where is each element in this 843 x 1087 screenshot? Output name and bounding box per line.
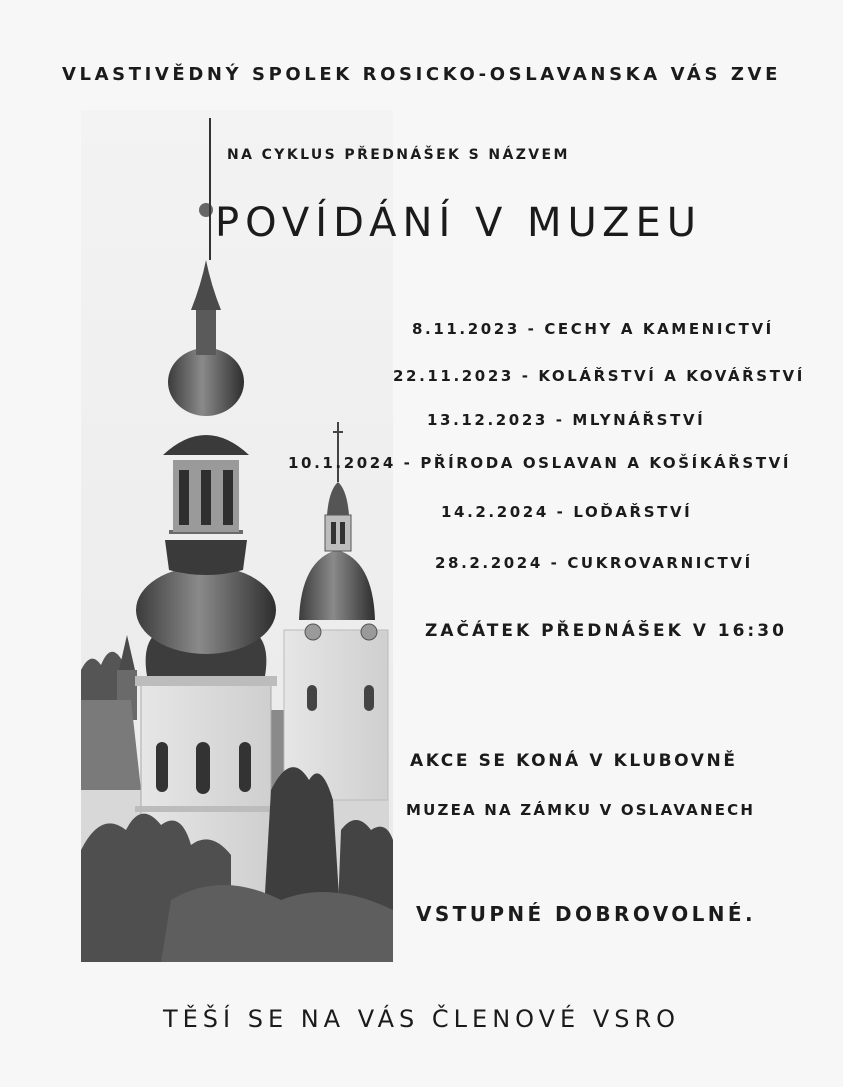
schedule-item: 28.2.2024 - CUKROVARNICTVÍ xyxy=(435,554,753,572)
schedule-item: 14.2.2024 - LOĎAŘSTVÍ xyxy=(441,503,693,521)
admission-text: VSTUPNÉ DOBROVOLNÉ. xyxy=(416,902,756,926)
venue-line-2: MUZEA NA ZÁMKU V OSLAVANECH xyxy=(406,801,756,819)
schedule-item: 13.12.2023 - MLYNÁŘSTVÍ xyxy=(427,411,706,429)
schedule-item: 10.1.2024 - PŘÍRODA OSLAVAN A KOŠÍKÁŘSTVÍ xyxy=(288,454,792,472)
schedule-item: 8.11.2023 - CECHY A KAMENICTVÍ xyxy=(412,320,774,338)
venue-line-1: AKCE SE KONÁ V KLUBOVNĚ xyxy=(410,751,738,771)
header-text: VLASTIVĚDNÝ SPOLEK ROSICKO-OSLAVANSKA VÁS ZVE xyxy=(62,64,781,85)
schedule-item: 22.11.2023 - KOLÁŘSTVÍ A KOVÁŘSTVÍ xyxy=(393,367,805,385)
closing-text: TĚŠÍ SE NA VÁS ČLENOVÉ VSRO xyxy=(162,1005,681,1033)
start-time-text: ZAČÁTEK PŘEDNÁŠEK V 16:30 xyxy=(425,621,787,641)
subheader-text: NA CYKLUS PŘEDNÁŠEK S NÁZVEM xyxy=(227,147,570,163)
page-title: POVÍDÁNÍ V MUZEU xyxy=(215,200,703,246)
